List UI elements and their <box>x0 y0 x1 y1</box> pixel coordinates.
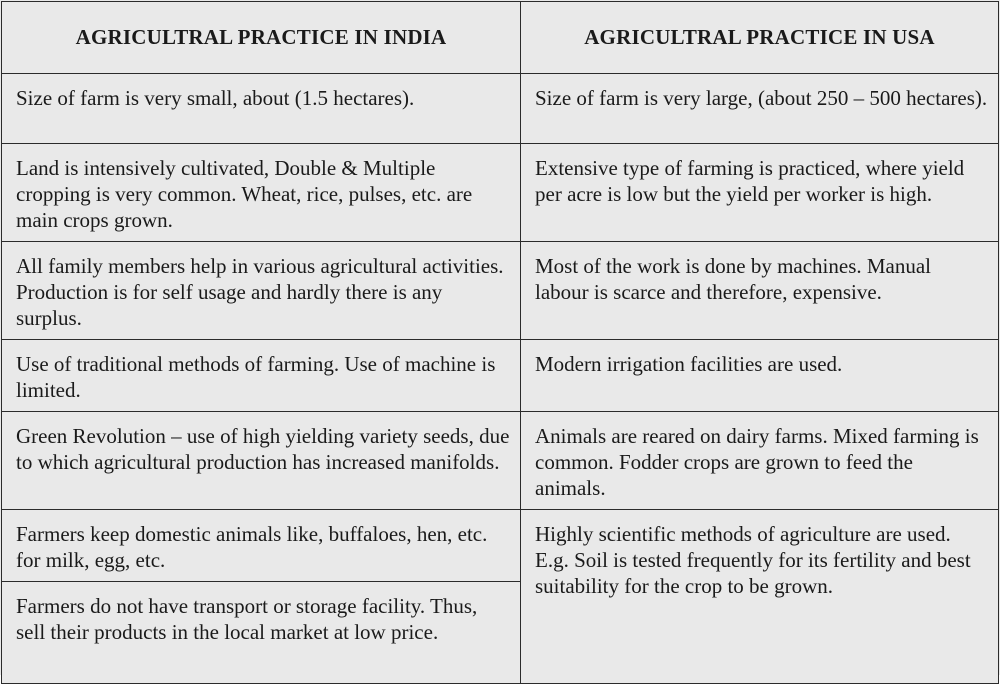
india-cell: Use of traditional methods of farming. Use of machine is limited. <box>2 340 521 412</box>
header-india: AGRICULTRAL PRACTICE IN INDIA <box>2 2 521 74</box>
table-row <box>2 412 999 510</box>
india-cell: Land is intensively cultivated, Double & Multiple cropping is very common. Wheat, rice, pulses, etc. are main crops grown. <box>2 144 521 242</box>
india-cell: Green Revolution – use of high yielding variety seeds, due to which agricultural production has increased manifolds. <box>2 412 521 510</box>
table-row <box>2 510 999 582</box>
header-usa: AGRICULTRAL PRACTICE IN USA <box>521 2 999 74</box>
table-row <box>2 74 999 144</box>
usa-cell: Animals are reared on dairy farms. Mixed farming is common. Fodder crops are grown to feed the animals. <box>521 412 999 510</box>
usa-cell: Most of the work is done by machines. Manual labour is scarce and therefore, expensive. <box>521 242 999 340</box>
india-cell: Size of farm is very small, about (1.5 hectares). <box>2 74 521 144</box>
table-row <box>2 340 999 412</box>
comparison-table <box>1 1 999 684</box>
india-cell: All family members help in various agricultural activities. Production is for self usage and hardly there is any surplus. <box>2 242 521 340</box>
usa-cell: Size of farm is very large, (about 250 – 500 hectares). <box>521 74 999 144</box>
usa-cell: Extensive type of farming is practiced, where yield per acre is low but the yield per worker is high. <box>521 144 999 242</box>
india-cell: Farmers keep domestic animals like, buffaloes, hen, etc. for milk, egg, etc. <box>2 510 521 582</box>
usa-cell-merged: Highly scientific methods of agriculture are used. E.g. Soil is tested frequently for its fertility and best suitability for the crop to be grown. <box>521 510 999 684</box>
table-row <box>2 144 999 242</box>
header-row <box>2 2 999 74</box>
table-row <box>2 242 999 340</box>
usa-cell: Modern irrigation facilities are used. <box>521 340 999 412</box>
india-cell: Farmers do not have transport or storage facility. Thus, sell their products in the local market at low price. <box>2 582 521 684</box>
